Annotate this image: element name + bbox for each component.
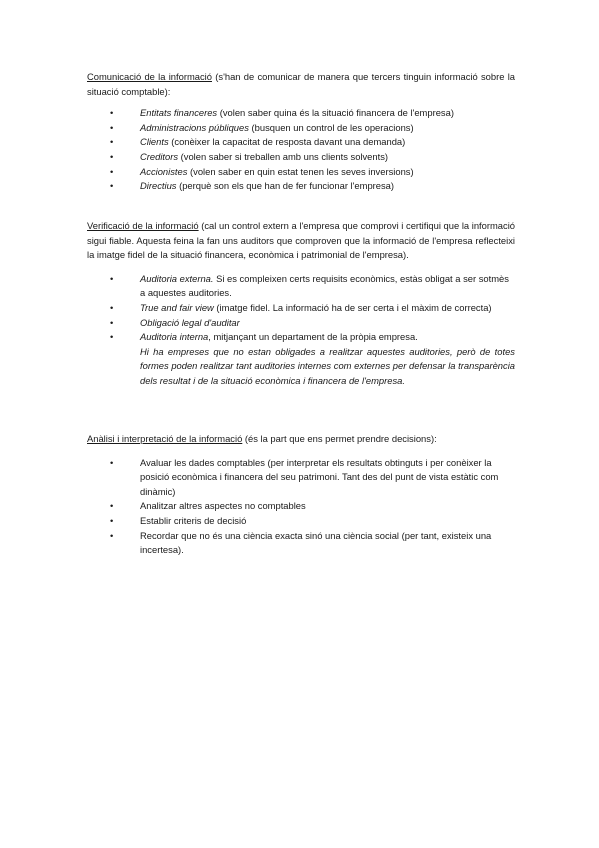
list-item: • Recordar que no és una ciència exacta sinó una ciència social (per tant, existeix una incertesa). — [110, 529, 515, 558]
section-verification — [87, 219, 515, 389]
list-item: • Clients (conèixer la capacitat de resposta davant una demanda) — [110, 135, 515, 150]
list-item: • Creditors (volen saber si treballen amb uns clients solvents) — [110, 150, 515, 165]
list-item: • Establir criteris de decisió — [110, 514, 515, 529]
section-intro: Anàlisi i interpretació de la informació (és la part que ens permet prendre decisions): — [87, 433, 437, 444]
list-item: • Administracions públiques (busquen un control de les operacions) — [110, 121, 515, 136]
list-item: • Auditoria interna, mitjançant un departament de la pròpia empresa. — [110, 330, 515, 345]
list-item: • Avaluar les dades comptables (per interpretar els resultats obtinguts i per conèixer la posició econòmica i financera del seu patrimoni. Tant des del punt de vista estàtic com dinàmic) — [110, 456, 515, 500]
section-communication — [87, 70, 515, 194]
list-item: • Analitzar altres aspectes no comptables — [110, 499, 515, 514]
audit-list — [87, 272, 515, 345]
list-item: • True and fair view (imatge fidel. La informació ha de ser certa i el màxim de correcta) — [110, 301, 515, 316]
list-item: • Auditoria externa. Si es compleixen certs requisits econòmics, estàs obligat a ser sotmès a aquestes auditories. — [110, 272, 515, 301]
section-heading: Verificació de la informació — [87, 220, 199, 231]
stakeholder-list — [87, 106, 515, 194]
section-heading: Anàlisi i interpretació de la informació — [87, 433, 243, 444]
section-heading: Comunicació de la informació — [87, 71, 212, 82]
section-intro: Verificació de la informació (cal un control extern a l'empresa que comprovi i certifiqui que la informació sigui fiable. Aquesta feina la fan uns auditors que comproven que la informació de l'empresa reflecteixi la imatge fidel de la situació financera, econòmica i patrimonial de l'empresa). — [87, 220, 516, 261]
list-item: • Obligació legal d'auditar — [110, 316, 515, 331]
list-item: • Entitats financeres (volen saber quina és la situació financera de l'empresa) — [110, 106, 515, 121]
section-intro: Comunicació de la informació (s'han de comunicar de manera que tercers tinguin informació sobre la situació comptable): — [87, 71, 515, 97]
analysis-list — [87, 456, 515, 558]
section-analysis — [87, 432, 515, 558]
list-item: • Directius (perquè son els que han de fer funcionar l'empresa) — [110, 179, 515, 194]
audit-note: Hi ha empreses que no estan obligades a realitzar aquestes auditories, però de totes formes poden realitzar tant auditories internes com externes per defensar la transparència dels resultat i de la situació econòmica i financera de l'empresa. — [140, 345, 515, 386]
list-item: • Accionistes (volen saber en quin estat tenen les seves inversions) — [110, 165, 515, 180]
